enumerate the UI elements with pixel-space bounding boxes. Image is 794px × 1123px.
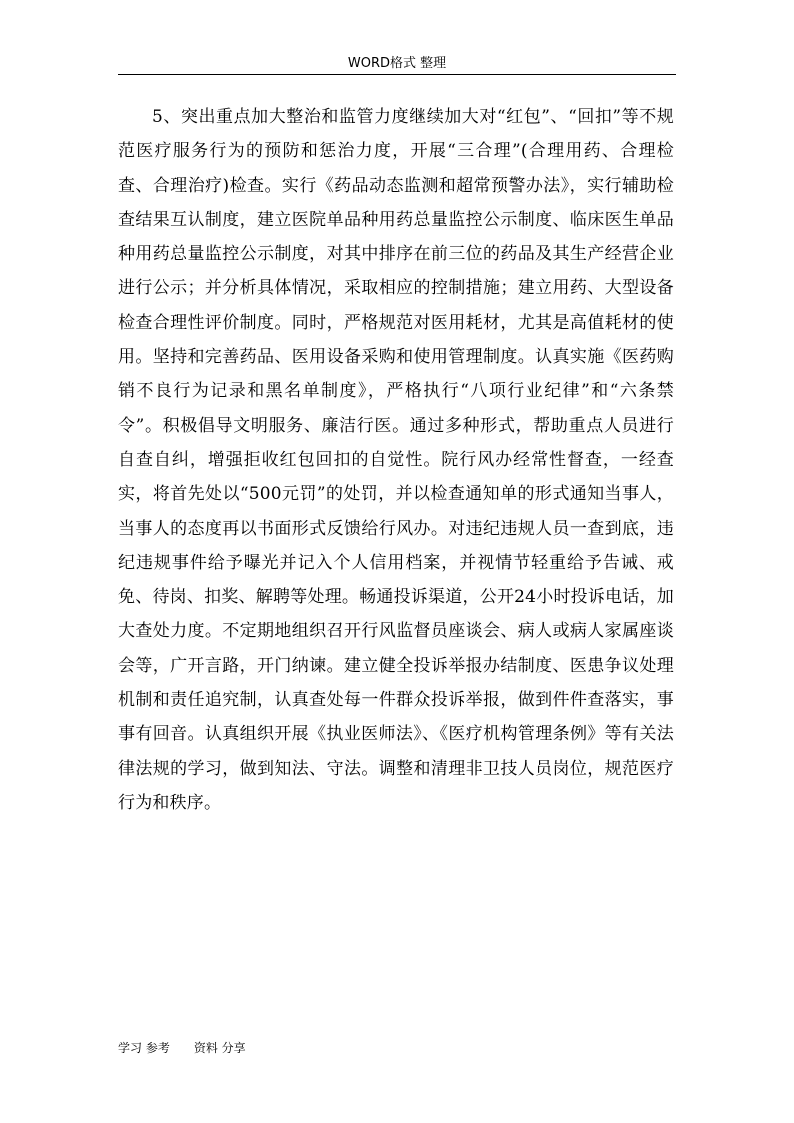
page-header-title: WORD格式 整理 [347,56,447,71]
footer-left-text: 学习 参考 [118,1041,170,1055]
header-divider [118,74,676,75]
footer-right-text: 资料 分享 [193,1041,246,1055]
body-paragraph: 5、突出重点加大整治和监管力度继续加大对“红包”、“回扣”等不规范医疗服务行为的预防和惩治力度，开展“三合理”(合理用药、合理检查、合理治疗)检查。实行《药品动态监测和超常预警办法》，实行辅助检查结果互认制度，建立医院单品种用药总量监控公示制度、临床医生单品种用药总量监控公示制度，对其中排序在前三位的药品及其生产经营企业进行公示；并分析具体情况，采取相应的控制措施；建立用药、大型设备检查合理性评价制度。同时，严格规范对医用耗材，尤其是高值耗材的使用。坚持和完善药品、医用设备采购和使用管理制度。认真实施《医药购销不良行为记录和黑名单制度》，严格执行“八项行业纪律”和“六条禁令”。积极倡导文明服务、廉洁行医。通过多种形式，帮助重点人员进行自查自纠，增强拒收红包回扣的自觉性。院行风办经常性督查，一经查实，将首先处以“500元罚”的处罚，并以检查通知单的形式通知当事人，当事人的态度再以书面形式反馈给行风办。对违纪违规人员一查到底，违纪违规事件给予曝光并记入个人信用档案，并视情节轻重给予告诫、戒免、待岗、扣奖、解聘等处理。畅通投诉渠道，公开24小时投诉电话，加大查处力度。不定期地组织召开行风监督员座谈会、病人或病人家属座谈会等，广开言路，开门纳谏。建立健全投诉举报办结制度、医患争议处理机制和责任追究制，认真查处每一件群众投诉举报，做到件件查落实，事事有回音。认真组织开展《执业医师法》、《医疗机构管理条例》等有关法律法规的学习，做到知法、守法。调整和清理非卫技人员岗位，规范医疗行为和秩序。 [118,107,674,813]
page-footer [118,1040,246,1056]
